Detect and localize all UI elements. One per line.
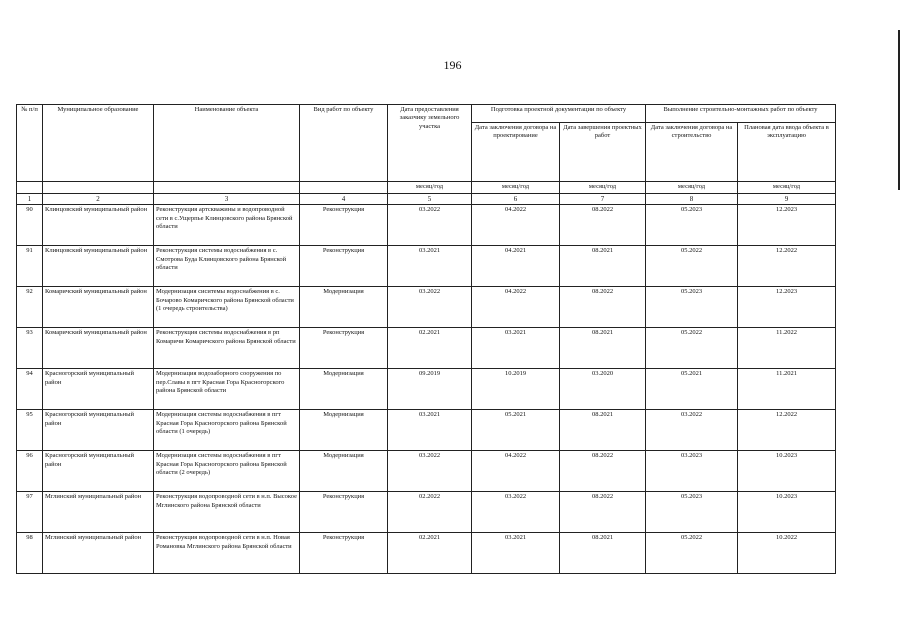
row-number: 95	[17, 410, 43, 451]
municipality-cell: Красногорский муниципальный район	[43, 451, 154, 492]
municipality-cell: Комаричский муниципальный район	[43, 287, 154, 328]
design-end-date-cell: 08.2021	[560, 328, 646, 369]
municipality-cell: Красногорский муниципальный район	[43, 410, 154, 451]
work-type-cell: Реконструкция	[300, 328, 388, 369]
column-number: 3	[154, 194, 300, 205]
header-num: № п/п	[17, 105, 43, 182]
header-land-date: Дата предоставления заказчику земельного участка	[388, 105, 472, 182]
scan-edge-mark	[898, 30, 900, 190]
column-number: 5	[388, 194, 472, 205]
land-date-cell: 03.2021	[388, 246, 472, 287]
municipality-cell: Комаричский муниципальный район	[43, 328, 154, 369]
design-contract-date-cell: 04.2022	[472, 287, 560, 328]
municipality-cell: Мглинский муниципальный район	[43, 533, 154, 574]
commissioning-date-cell: 10.2023	[738, 451, 836, 492]
work-type-cell: Модернизация	[300, 369, 388, 410]
build-contract-date-cell: 03.2023	[646, 451, 738, 492]
build-contract-date-cell: 05.2023	[646, 492, 738, 533]
table-row	[17, 451, 836, 492]
municipality-cell: Клинцовский муниципальный район	[43, 205, 154, 246]
row-number: 96	[17, 451, 43, 492]
row-number: 90	[17, 205, 43, 246]
land-date-cell: 03.2022	[388, 287, 472, 328]
design-contract-date-cell: 04.2022	[472, 205, 560, 246]
header-design-end: Дата завершения проектных работ	[560, 122, 646, 181]
land-date-cell: 03.2022	[388, 205, 472, 246]
work-type-cell: Модернизация	[300, 410, 388, 451]
object-name-cell: Модернизация сиситемы водоснабжения в с. Бочарово Комаричского района Брянской области (1 очередь строительства)	[154, 287, 300, 328]
row-number: 94	[17, 369, 43, 410]
table-row	[17, 533, 836, 574]
work-type-cell: Реконструкция	[300, 246, 388, 287]
commissioning-date-cell: 10.2022	[738, 533, 836, 574]
table-row	[17, 492, 836, 533]
commissioning-date-cell: 10.2023	[738, 492, 836, 533]
municipality-cell: Красногорский муниципальный район	[43, 369, 154, 410]
unit-label: месяц/год	[388, 182, 472, 194]
build-contract-date-cell: 05.2022	[646, 246, 738, 287]
header-work-type: Вид работ по объекту	[300, 105, 388, 182]
commissioning-date-cell: 12.2023	[738, 205, 836, 246]
design-end-date-cell: 08.2022	[560, 205, 646, 246]
table-row	[17, 369, 836, 410]
work-type-cell: Реконструкция	[300, 533, 388, 574]
header-municipality: Муниципальное образование	[43, 105, 154, 182]
header-build-group: Выполнение строительно-монтажных работ по объекту	[646, 105, 836, 123]
table-row	[17, 287, 836, 328]
land-date-cell: 09.2019	[388, 369, 472, 410]
header-build-end: Плановая дата ввода объекта в эксплуатацию	[738, 122, 836, 181]
work-type-cell: Реконструкция	[300, 205, 388, 246]
table-row	[17, 246, 836, 287]
build-contract-date-cell: 05.2021	[646, 369, 738, 410]
design-end-date-cell: 03.2020	[560, 369, 646, 410]
build-contract-date-cell: 05.2023	[646, 205, 738, 246]
object-name-cell: Реконструкция водопроводной сети в н.п. Высокое Мглинского района Брянской области	[154, 492, 300, 533]
municipality-cell: Клинцовский муниципальный район	[43, 246, 154, 287]
land-date-cell: 02.2021	[388, 533, 472, 574]
design-contract-date-cell: 03.2021	[472, 328, 560, 369]
design-end-date-cell: 08.2021	[560, 410, 646, 451]
land-date-cell: 02.2022	[388, 492, 472, 533]
work-type-cell: Модернизация	[300, 287, 388, 328]
design-end-date-cell: 08.2022	[560, 287, 646, 328]
header-design-contract: Дата заключения договора на проектирование	[472, 122, 560, 181]
design-contract-date-cell: 03.2022	[472, 492, 560, 533]
column-number-row	[17, 194, 836, 205]
column-number: 1	[17, 194, 43, 205]
build-contract-date-cell: 03.2022	[646, 410, 738, 451]
object-name-cell: Модернизация водозаборного сооружения по пер.Славы в пгт Красная Гора Красногорского района Брянской области	[154, 369, 300, 410]
column-number: 4	[300, 194, 388, 205]
design-contract-date-cell: 04.2022	[472, 451, 560, 492]
land-date-cell: 03.2022	[388, 451, 472, 492]
build-contract-date-cell: 05.2022	[646, 533, 738, 574]
column-number: 2	[43, 194, 154, 205]
commissioning-date-cell: 11.2021	[738, 369, 836, 410]
land-date-cell: 03.2021	[388, 410, 472, 451]
header-design-group: Подготовка проектной документации по объекту	[472, 105, 646, 123]
design-end-date-cell: 08.2021	[560, 246, 646, 287]
object-name-cell: Модернизация системы водоснабжения в пгт Красная Гора Красногорского района Брянской области (2 очередь)	[154, 451, 300, 492]
unit-label: месяц/год	[738, 182, 836, 194]
commissioning-date-cell: 12.2022	[738, 246, 836, 287]
design-end-date-cell: 08.2022	[560, 451, 646, 492]
design-contract-date-cell: 03.2021	[472, 533, 560, 574]
municipality-cell: Мглинский муниципальный район	[43, 492, 154, 533]
row-number: 98	[17, 533, 43, 574]
header-build-contract: Дата заключения договора на строительство	[646, 122, 738, 181]
land-date-cell: 02.2021	[388, 328, 472, 369]
column-number: 7	[560, 194, 646, 205]
row-number: 92	[17, 287, 43, 328]
design-contract-date-cell: 04.2021	[472, 246, 560, 287]
design-end-date-cell: 08.2022	[560, 492, 646, 533]
table-row	[17, 328, 836, 369]
header-object: Наименование объекта	[154, 105, 300, 182]
unit-label: месяц/год	[646, 182, 738, 194]
column-number: 6	[472, 194, 560, 205]
column-number: 9	[738, 194, 836, 205]
row-number: 93	[17, 328, 43, 369]
design-contract-date-cell: 10.2019	[472, 369, 560, 410]
commissioning-date-cell: 12.2023	[738, 287, 836, 328]
table-row	[17, 205, 836, 246]
design-end-date-cell: 08.2021	[560, 533, 646, 574]
commissioning-date-cell: 11.2022	[738, 328, 836, 369]
row-number: 97	[17, 492, 43, 533]
object-name-cell: Модернизация системы водоснабжения в пгт Красная Гора Красногорского района Брянской области (1 очередь)	[154, 410, 300, 451]
work-type-cell: Модернизация	[300, 451, 388, 492]
object-name-cell: Реконструкция водопроводной сети в н.п. Новая Романовка Мглинского района Брянской области	[154, 533, 300, 574]
object-name-cell: Реконструкция системы водоснабжения в рп Комаричи Комаричского района Брянской области	[154, 328, 300, 369]
work-type-cell: Реконструкция	[300, 492, 388, 533]
unit-label: месяц/год	[560, 182, 646, 194]
object-name-cell: Реконструкция системы водоснабжения в с. Смотрова Буда Клинцовского района Брянской области	[154, 246, 300, 287]
objects-table	[16, 104, 836, 574]
column-number: 8	[646, 194, 738, 205]
object-name-cell: Реконструкция артскважины и водопроводной сети в с.Ущерпье Клинцовского района Брянской области	[154, 205, 300, 246]
unit-label: месяц/год	[472, 182, 560, 194]
table-row	[17, 410, 836, 451]
commissioning-date-cell: 12.2022	[738, 410, 836, 451]
design-contract-date-cell: 05.2021	[472, 410, 560, 451]
row-number: 91	[17, 246, 43, 287]
build-contract-date-cell: 05.2023	[646, 287, 738, 328]
page-number: 196	[443, 58, 462, 72]
build-contract-date-cell: 05.2022	[646, 328, 738, 369]
